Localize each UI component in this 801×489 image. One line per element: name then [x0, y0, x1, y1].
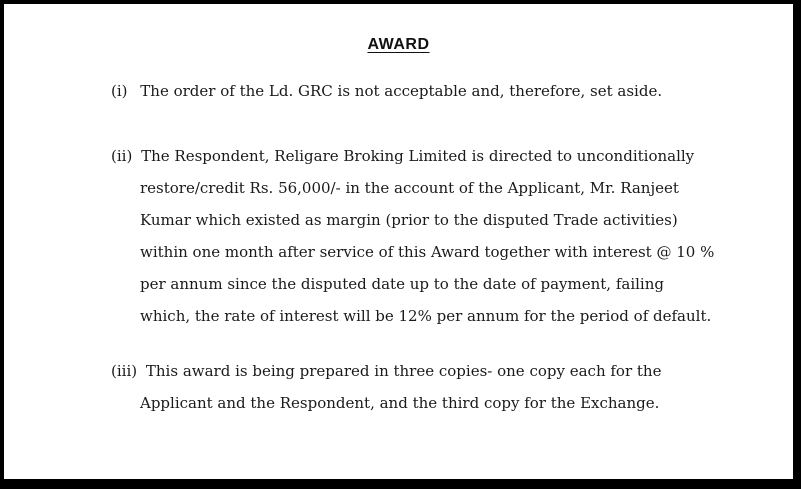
item-3-number: (iii) [111, 362, 138, 380]
item-2-line-3: Kumar which existed as margin (prior to the disputed Trade activities) [140, 211, 678, 229]
item-2-line-5: per annum since the disputed date up to the date of payment, failing [140, 275, 664, 293]
item-1-text: The order of the Ld. GRC is not acceptable and, therefore, set aside. [140, 82, 663, 100]
item-1-number: (i) [111, 82, 128, 100]
item-1-line-1 [111, 82, 662, 100]
document-page [4, 4, 797, 485]
item-2-line-1 [111, 147, 694, 165]
item-2-number: (ii) [111, 147, 133, 165]
item-3-text-1: This award is being prepared in three copies- one copy each for the [145, 362, 662, 380]
item-2-text-1: The Respondent, Religare Broking Limited is directed to unconditionally [141, 147, 695, 165]
item-3-line-2: Applicant and the Respondent, and the third copy for the Exchange. [140, 394, 660, 412]
award-title: AWARD [367, 36, 430, 53]
item-2-line-2: restore/credit Rs. 56,000/- in the account of the Applicant, Mr. Ranjeet [140, 179, 679, 197]
item-2-line-4: within one month after service of this Award together with interest @ 10 % [140, 243, 715, 261]
item-3-line-1 [111, 362, 661, 380]
item-2-line-6: which, the rate of interest will be 12% per annum for the period of default. [140, 307, 712, 325]
